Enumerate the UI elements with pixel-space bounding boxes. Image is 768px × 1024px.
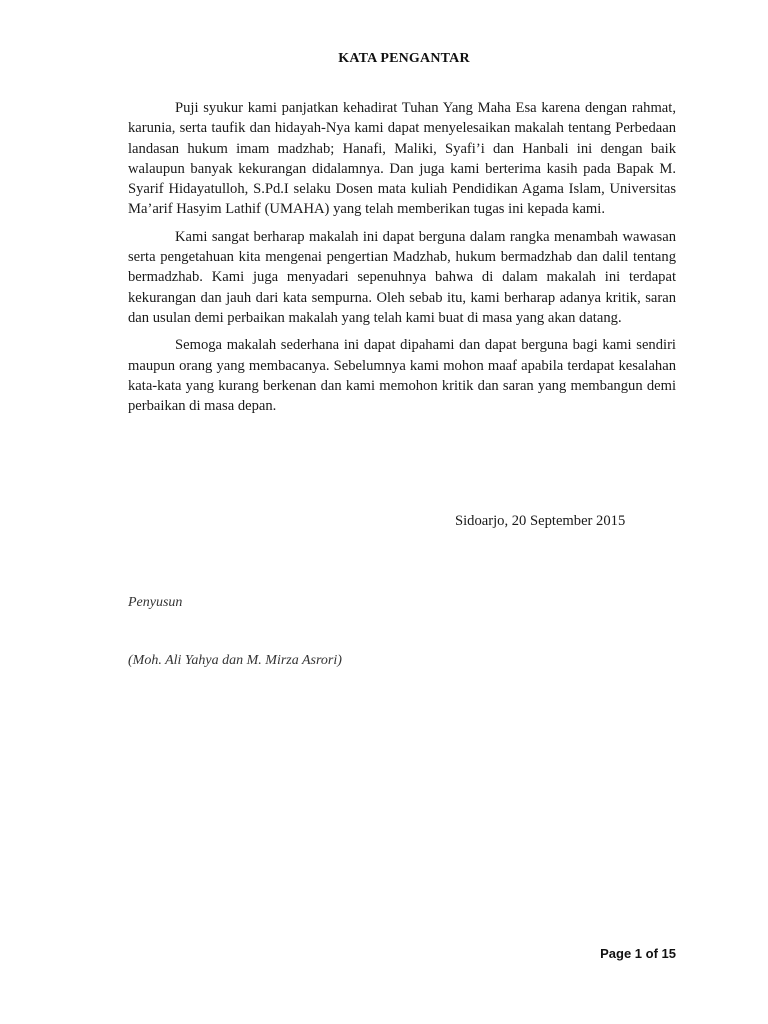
author-names: (Moh. Ali Yahya dan M. Mirza Asrori) (128, 653, 342, 668)
signature-label: Penyusun (128, 595, 183, 610)
page-number: Page 1 of 15 (600, 946, 676, 961)
paragraph-1: Puji syukur kami panjatkan kehadirat Tuhan Yang Maha Esa karena dengan rahmat, karunia, serta taufik dan hidayah-Nya kami dapat menyelesaikan makalah tentang Perbedaan landasan hukum imam madzhab; Hanafi, Maliki, Syafi’i dan Hanbali ini dengan baik walaupun banyak kekurangan didalamnya. Dan juga kami berterima kasih pada Bapak M. Syarif Hidayatulloh, S.Pd.I selaku Dosen mata kuliah Pendidikan Agama Islam, Universitas Ma’arif Hasyim Lathif (UMAHA) yang telah memberikan tugas ini kepada kami. (128, 100, 676, 218)
paragraph-2: Kami sangat berharap makalah ini dapat berguna dalam rangka menambah wawasan serta pengetahuan kita mengenai pengertian Madzhab, hukum bermadzhab dan dalil tentang bermadzhab. Kami juga menyadari sepenuhnya bahwa di dalam makalah ini terdapat kekurangan dan jauh dari kata sempurna. Oleh sebab itu, kami berharap adanya kritik, saran dan usulan demi perbaikan makalah yang telah kami buat di masa yang akan datang. (128, 228, 676, 326)
place-date: Sidoarjo, 20 September 2015 (455, 513, 626, 529)
paragraph-3: Semoga makalah sederhana ini dapat dipahami dan dapat berguna bagi kami sendiri maupun orang yang membacanya. Sebelumnya kami mohon maaf apabila terdapat kesalahan kata-kata yang kurang berkenan dan kami memohon kritik dan saran yang membangun demi perbaikan di masa depan. (128, 337, 676, 415)
body-text (128, 98, 676, 423)
page-title: KATA PENGANTAR (338, 51, 470, 66)
